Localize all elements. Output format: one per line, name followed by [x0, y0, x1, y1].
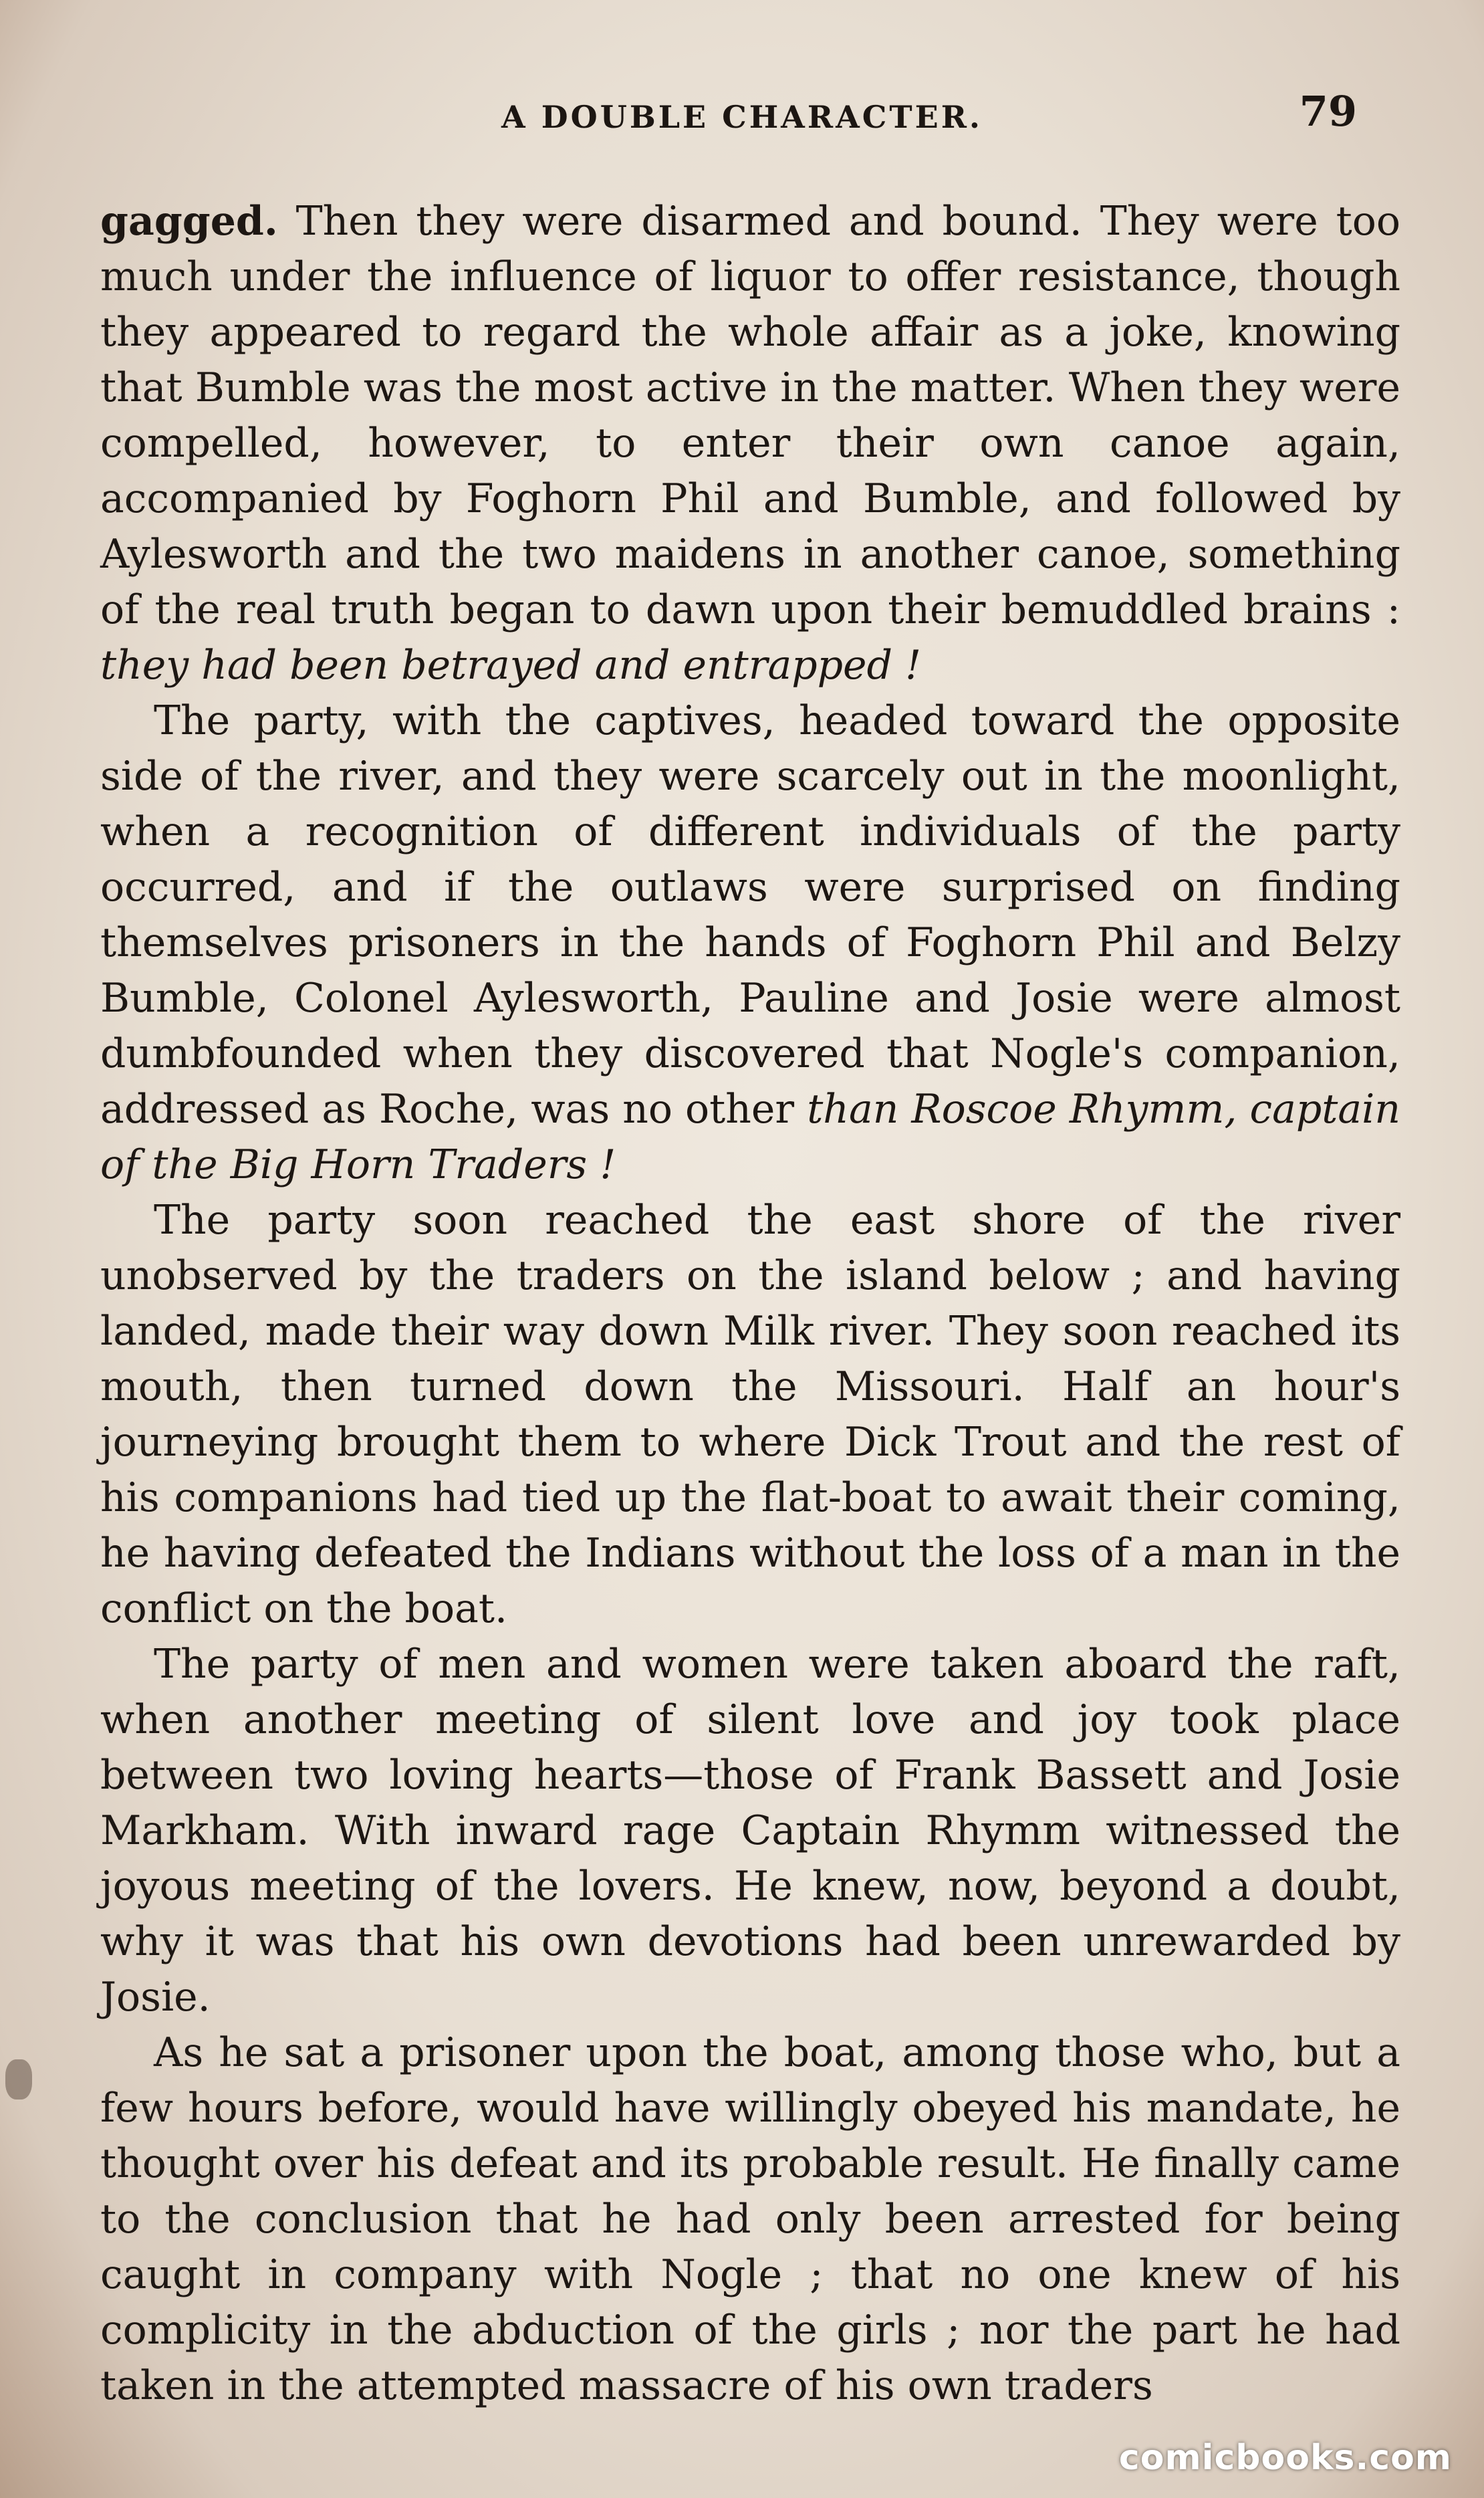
page-header — [0, 87, 1484, 147]
paragraph-5 — [100, 2025, 1400, 2414]
paragraph-text: Then they were disarmed and bound. They were too much under the influence of liquor to offer resistance, though they appeared to regard the whole affair as a joke, knowing that Bumble was the most active in the matter. When they were compelled, however, to enter their own canoe again, accompanied by Foghorn Phil and Bumble, and followed by Aylesworth and the two maidens in another canoe, something of the real truth began to dawn upon their bemuddled brains : — [100, 198, 1400, 633]
running-title: A DOUBLE CHARACTER. — [501, 99, 983, 135]
page-number: 79 — [1299, 87, 1357, 136]
lead-word: gagged. — [100, 198, 278, 245]
paragraph-1 — [100, 194, 1400, 693]
paragraph-text: The party soon reached the east shore of the river unobserved by the traders on the island below ; and having landed, made their way down Milk river. They soon reached its mouth, then turned down the Missouri. Half an hour's journeying brought them to where Dick Trout and the rest of his companions had tied up the flat-boat to await their coming, he having defeated the Indians without the loss of a man in the conflict on the boat. — [100, 1197, 1400, 1632]
paragraph-text: The party, with the captives, headed toward the opposite side of the river, and they were scarcely out in the moonlight, when a recognition of different individuals of the party occurred, and if the outlaws were surprised on finding themselves prisoners in the hands of Foghorn Phil and Belzy Bumble, Colonel Aylesworth, Pauline and Josie were almost dumbfounded when they discovered that Nogle's companion, addressed as Roche, was no other — [100, 697, 1400, 1133]
italic-text: they had been betrayed and entrapped ! — [100, 642, 922, 689]
watermark: comicbooks.com — [1118, 2438, 1452, 2478]
page-stain — [5, 2059, 32, 2099]
paragraph-text: The party of men and women were taken aboard the raft, when another meeting of silent love and joy took place between two loving hearts—those of Frank Bassett and Josie Markham. With inward rage Captain Rhymm witnessed the joyous meeting of the lovers. He knew, now, beyond a doubt, why it was that his own devotions had been unrewarded by Josie. — [100, 1641, 1400, 2021]
paragraph-3 — [100, 1193, 1400, 1637]
italic-text: than Roscoe Rhymm, captain of the Big Horn Traders ! — [100, 1086, 1400, 1188]
paragraph-text: As he sat a prisoner upon the boat, among those who, but a few hours before, would have willingly obeyed his mandate, he thought over his defeat and its probable result. He finally came to the conclusion that he had only been arrested for being caught in company with Nogle ; that no one knew of his complicity in the abduction of the girls ; nor the part he had taken in the attempted massacre of his own traders — [100, 2029, 1400, 2409]
paragraph-4 — [100, 1637, 1400, 2025]
paragraph-2 — [100, 693, 1400, 1193]
body-text — [100, 194, 1400, 2414]
